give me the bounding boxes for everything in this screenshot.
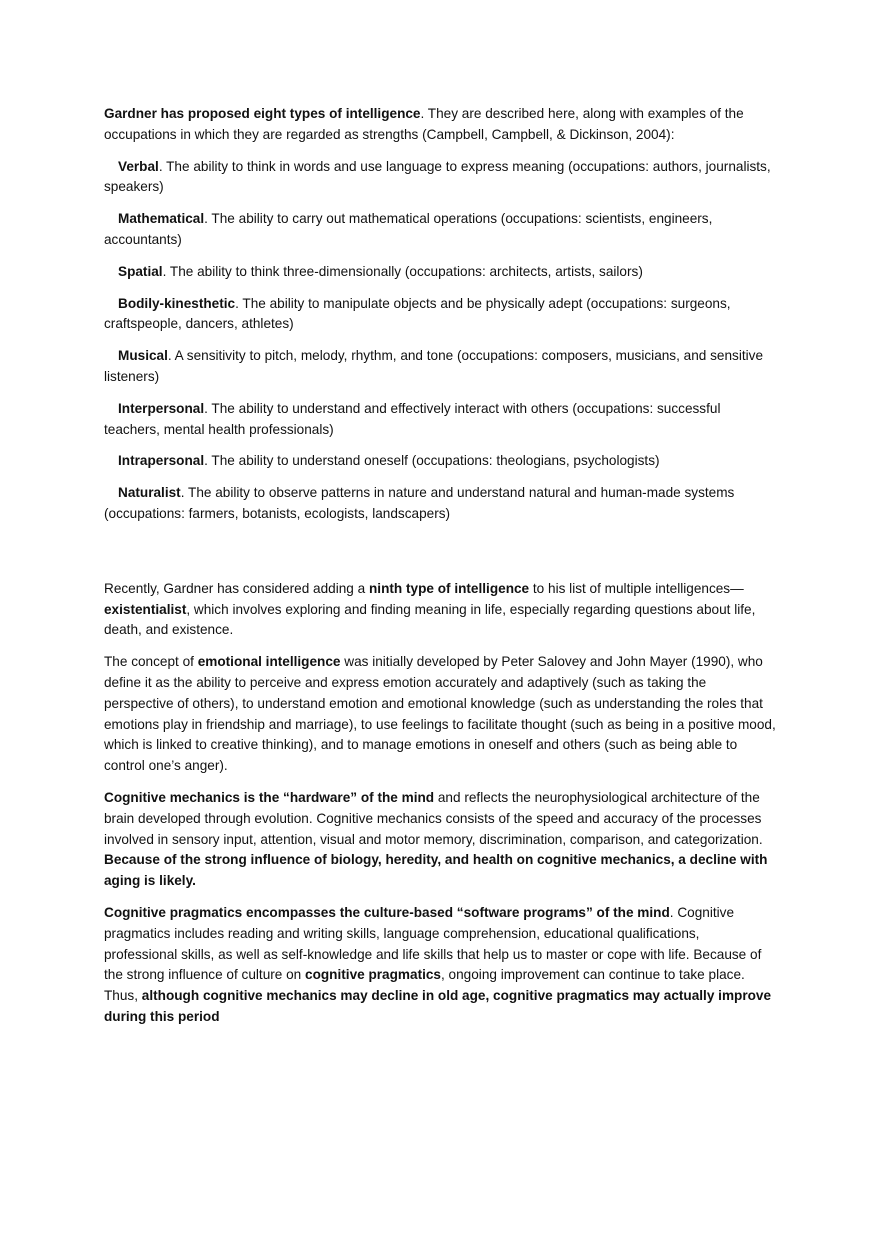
text-run: , which involves exploring and finding meaning in life, especially regarding questions about life, death, and existence. (104, 601, 756, 638)
type-verbal (104, 157, 776, 199)
type-desc: . The ability to observe patterns in nature and understand natural and human-made systems (occupations: farmers, botanists, ecologists, landscapers) (104, 485, 735, 521)
type-desc: . The ability to understand and effectively interact with others (occupations: successful teachers, mental health professionals) (104, 400, 721, 437)
type-intrapersonal (104, 451, 776, 472)
text-run: to his list of multiple intelligences— (529, 580, 744, 596)
bold-run: cognitive pragmatics (305, 967, 441, 983)
type-name: Spatial (118, 263, 163, 279)
text-run: Recently, Gardner has considered adding a (104, 580, 369, 596)
type-name: Mathematical (118, 211, 205, 227)
bold-run: existentialist (104, 601, 187, 617)
type-naturalist (104, 483, 776, 525)
bold-run: emotional intelligence (197, 654, 341, 670)
section-spacer (104, 536, 776, 579)
bold-run: Because of the strong influence of biology, heredity, and health on cognitive mechanics, a decline with aging is likely. (104, 852, 768, 889)
type-bodily-kinesthetic (104, 294, 776, 336)
type-desc: . The ability to carry out mathematical operations (occupations: scientists, engineers, accountants) (104, 211, 713, 247)
intro-paragraph (104, 104, 776, 146)
cognitive-mechanics-paragraph (104, 788, 776, 892)
type-name: Naturalist (118, 485, 181, 501)
type-mathematical (104, 209, 776, 251)
type-name: Intrapersonal (118, 453, 205, 469)
type-desc: . The ability to understand oneself (occupations: theologians, psychologists) (204, 453, 660, 469)
type-desc: . The ability to think three-dimensionally (occupations: architects, artists, sailors) (162, 263, 643, 279)
ninth-intelligence-paragraph (104, 579, 776, 641)
type-desc: . The ability to manipulate objects and be physically adept (occupations: surgeons, craftspeople, dancers, athletes) (104, 295, 731, 332)
type-interpersonal (104, 399, 776, 441)
emotional-intelligence-paragraph (104, 652, 776, 777)
type-spatial (104, 262, 776, 283)
text-run: was initially developed by Peter Salovey and John Mayer (1990), who define it as the ability to perceive and express emotion accurately and adaptively (such as taking the perspective of others), to understand emotion and emotional knowledge (such as understanding the roles that emotions play in friendship and marriage), to use feelings to facilitate thought (such as being in a positive mood, which is linked to creative thinking), and to manage emotions in oneself and others (such as being able to control one’s anger). (104, 654, 776, 774)
type-desc: . A sensitivity to pitch, melody, rhythm, and tone (occupations: composers, musicians, and sensitive listeners) (104, 348, 764, 384)
type-name: Musical (118, 348, 168, 364)
type-name: Bodily-kinesthetic (118, 295, 236, 311)
text-run: , ongoing improvement can continue to take place. Thus, (104, 967, 745, 1004)
intro-text: . They are described here, along with examples of the occupations in which they are regarded as strengths (Campbell, Campbell, & Dickinson, 2004): (104, 106, 744, 142)
bold-run: although cognitive mechanics may decline in old age, cognitive pragmatics may actually improve during this period (104, 988, 772, 1024)
document-page (104, 104, 776, 1039)
bold-run: ninth type of intelligence (369, 580, 530, 596)
cognitive-pragmatics-paragraph (104, 903, 776, 1028)
text-run: The concept of (104, 654, 198, 670)
text-run: . Cognitive pragmatics includes reading and writing skills, language comprehension, educational qualifications, professional skills, as well as self-knowledge and life skills that help us to master or cope with life. Because of the strong influence of culture on (104, 904, 762, 983)
bold-run: Cognitive mechanics is the “hardware” of the mind (104, 789, 435, 805)
type-name: Interpersonal (118, 400, 205, 416)
bold-run: Cognitive pragmatics encompasses the culture-based “software programs” of the mind (104, 904, 670, 920)
text-run: and reflects the neurophysiological architecture of the brain developed through evolution. Cognitive mechanics consists of the speed and accuracy of the processes involved in sensory input, attention, visual and motor memory, discrimination, comparison, and categorization. (104, 789, 763, 847)
type-musical (104, 346, 776, 388)
type-name: Verbal (118, 158, 159, 174)
type-desc: . The ability to think in words and use language to express meaning (occupations: authors, journalists, speakers) (104, 158, 771, 195)
intro-heading: Gardner has proposed eight types of intelligence (104, 106, 421, 121)
